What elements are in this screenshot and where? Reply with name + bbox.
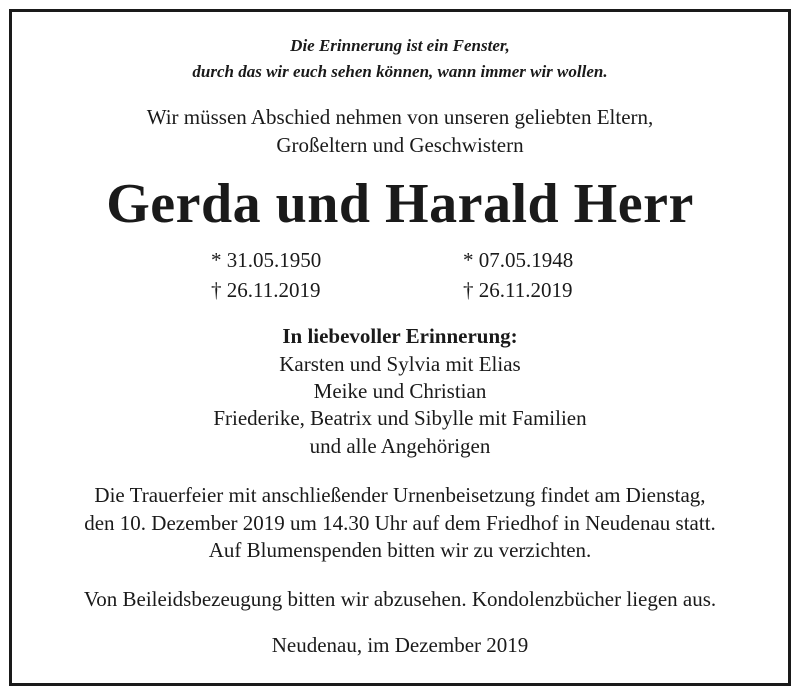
mourner-line: Meike und Christian xyxy=(313,379,487,403)
person2-birth-date: * 07.05.1948 xyxy=(463,248,574,272)
funeral-line-1: Die Trauerfeier mit anschließender Urnenbeisetzung findet am Dienstag, xyxy=(94,483,706,507)
mourner-line: Karsten und Sylvia mit Elias xyxy=(279,352,521,376)
funeral-line-2: den 10. Dezember 2019 um 14.30 Uhr auf dem Friedhof in Neudenau statt. xyxy=(84,511,716,535)
mourner-line: Friederike, Beatrix und Sibylle mit Familien xyxy=(213,406,587,430)
place-and-date: Neudenau, im Dezember 2019 xyxy=(271,633,529,657)
funeral-line-3: Auf Blumenspenden bitten wir zu verzichten. xyxy=(208,538,592,562)
motto-line-1: Die Erinnerung ist ein Fenster, xyxy=(290,36,510,55)
deceased-names: Gerda und Harald Herr xyxy=(106,173,694,235)
mourners-heading: In liebevoller Erinnerung: xyxy=(282,324,518,348)
person2-death-date: † 26.11.2019 xyxy=(463,278,573,302)
intro-line-2: Großeltern und Geschwistern xyxy=(276,133,524,157)
intro-line-1: Wir müssen Abschied nehmen von unseren geliebten Eltern, xyxy=(146,105,654,129)
obituary-notice xyxy=(9,9,791,686)
condolence-note: Von Beileidsbezeugung bitten wir abzusehen. Kondolenzbücher liegen aus. xyxy=(83,587,717,611)
motto-line-2: durch das wir euch sehen können, wann immer wir wollen. xyxy=(192,62,608,81)
person1-birth-date: * 31.05.1950 xyxy=(211,248,322,272)
mourner-line: und alle Angehörigen xyxy=(309,434,491,458)
person1-death-date: † 26.11.2019 xyxy=(211,278,321,302)
